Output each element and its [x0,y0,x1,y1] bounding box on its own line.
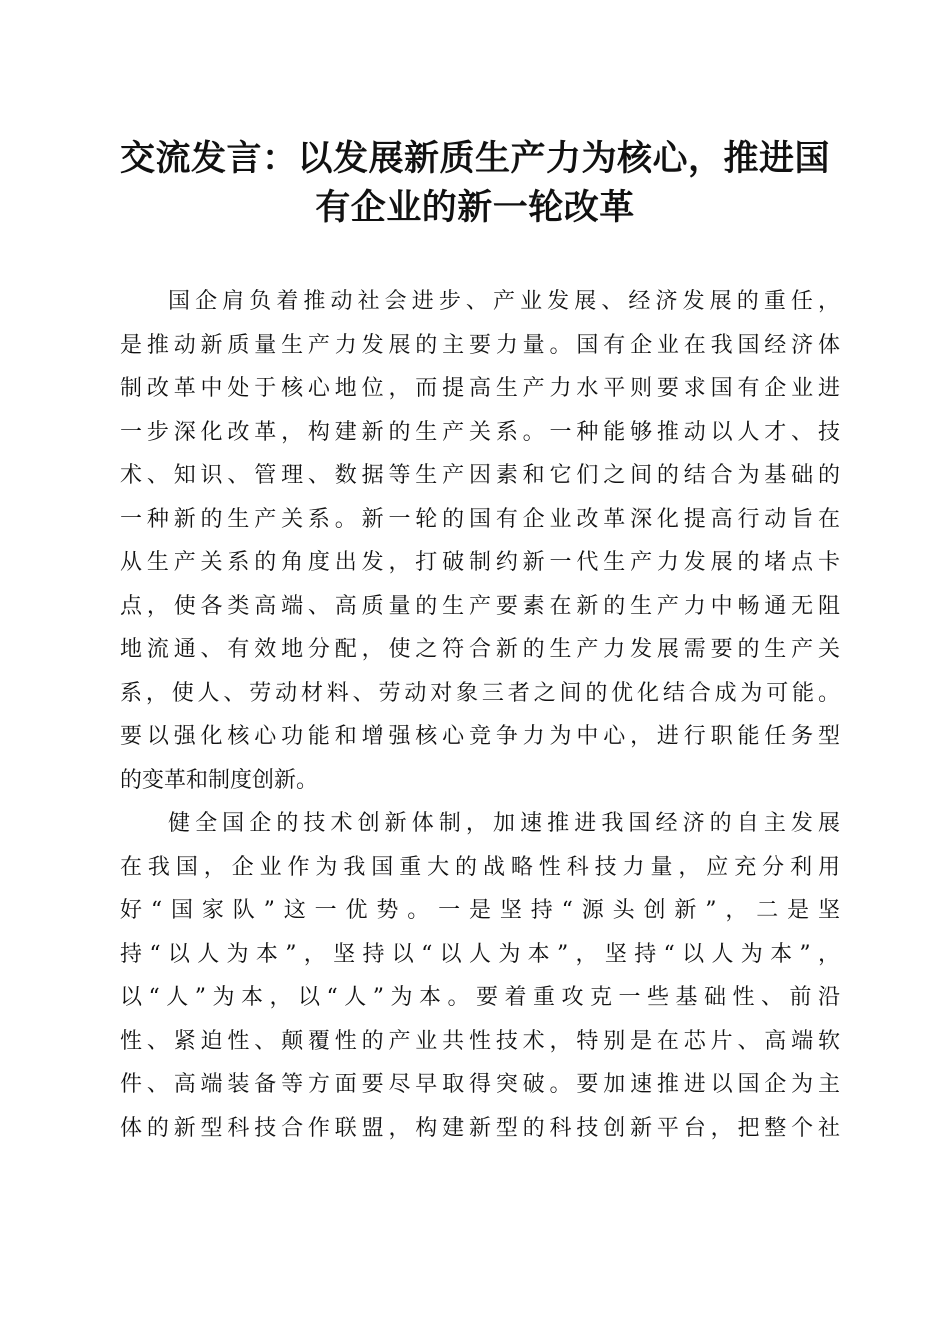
paragraph-line: 体的新型科技合作联盟，构建新型的科技创新平台，把整个社 [120,1115,840,1141]
paragraph-line: 从生产关系的角度出发，打破制约新一代生产力发展的堵点卡 [120,550,840,575]
paragraph-line: 持“以人为本”，坚持以“以人为本”，坚持“以人为本”， [120,941,840,967]
paragraph-line: 要以强化核心功能和增强核心竞争力为中心，进行职能任务型 [120,724,840,749]
paragraph-line: 一步深化改革，构建新的生产关系。一种能够推动以人才、技 [120,419,840,445]
paragraph-1 [120,280,840,802]
paragraph-line: 术、知识、管理、数据等生产因素和它们之间的结合为基础的 [120,463,840,488]
paragraph-line: 性、紧迫性、颠覆性的产业共性技术，特别是在芯片、高端软 [120,1028,840,1054]
paragraph-line: 地流通、有效地分配，使之符合新的生产力发展需要的生产关 [120,637,840,662]
paragraph-line: 健全国企的技术创新体制，加速推进我国经济的自主发展 [168,811,840,836]
paragraph-line: 系，使人、劳动材料、劳动对象三者之间的优化结合成为可能。 [120,680,840,706]
paragraph-line: 点，使各类高端、高质量的生产要素在新的生产力中畅通无阻 [120,593,840,619]
document-title [110,134,840,232]
paragraph-2 [120,802,840,1150]
paragraph-line: 在我国，企业作为我国重大的战略性科技力量，应充分利用 [120,854,840,880]
title-line-1: 交流发言：以发展新质生产力为核心，推进国 [119,138,830,179]
paragraph-line: 以“人”为本，以“人”为本。要着重攻克一些基础性、前沿 [120,985,840,1010]
paragraph-line: 一种新的生产关系。新一轮的国有企业改革深化提高行动旨在 [120,506,840,532]
title-line-2: 有企业的新一轮改革 [315,187,635,228]
paragraph-line: 国企肩负着推动社会进步、产业发展、经济发展的重任， [168,289,840,314]
paragraph-line: 件、高端装备等方面要尽早取得突破。要加速推进以国企为主 [120,1072,840,1097]
paragraph-line: 制改革中处于核心地位，而提高生产力水平则要求国有企业进 [120,376,840,401]
document-body [120,280,840,1150]
paragraph-line: 的变革和制度创新。 [120,767,319,793]
paragraph-line: 是推动新质量生产力发展的主要力量。国有企业在我国经济体 [120,332,840,358]
paragraph-line: 好“国家队”这一优势。一是坚持“源头创新”，二是坚 [120,898,840,923]
